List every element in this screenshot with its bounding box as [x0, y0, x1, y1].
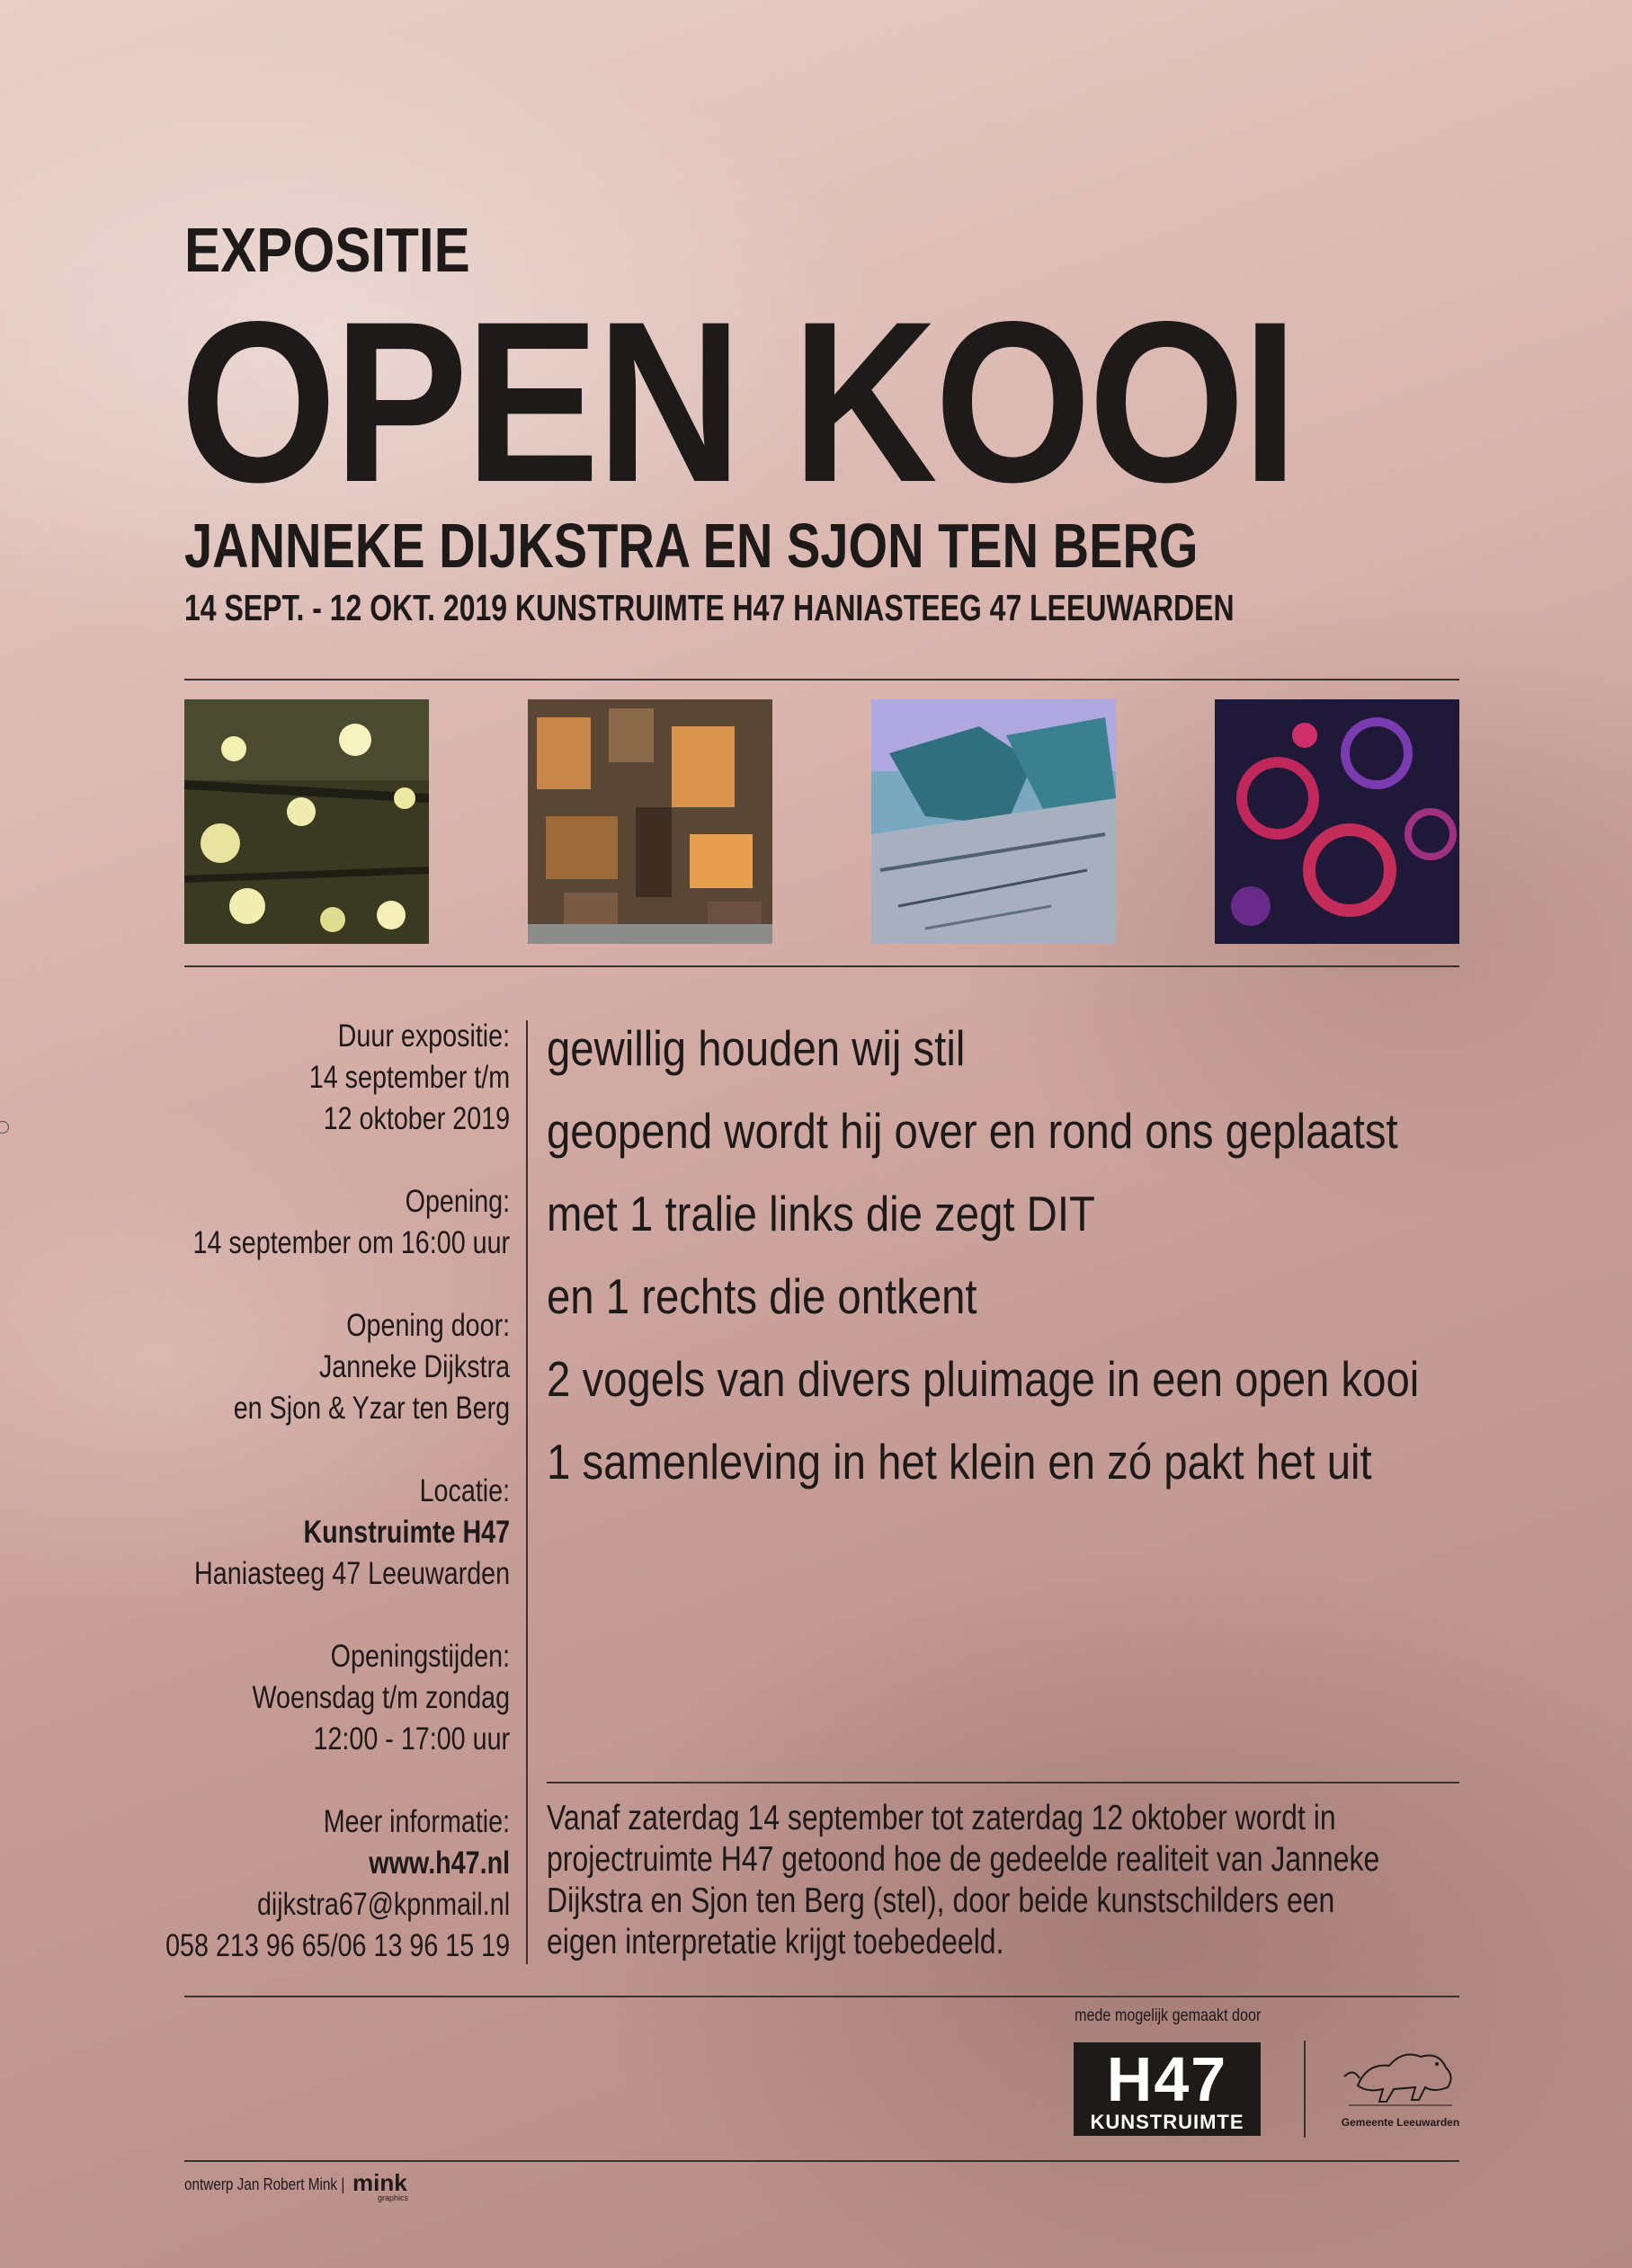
column-divider [526, 1020, 528, 1964]
opened-by-line1: Janneke Dijkstra [318, 1349, 510, 1384]
poem-line: en 1 rechts die ontkent [547, 1268, 977, 1324]
email-link[interactable]: dijkstra67@kpnmail.nl [256, 1887, 510, 1922]
artwork-image-blue [871, 699, 1116, 944]
poem-line: 2 vogels van divers pluimage in een open kooi [547, 1351, 1420, 1407]
duration-end: 12 oktober 2019 [323, 1101, 510, 1136]
location-label: Locatie: [419, 1473, 510, 1508]
website-link[interactable]: www.h47.nl [369, 1846, 510, 1881]
hours-label: Openingstijden: [330, 1639, 510, 1674]
description-line: Vanaf zaterdag 14 september tot zaterdag 12 oktober wordt in [547, 1799, 1336, 1837]
location-address: Haniasteeg 47 Leeuwarden [193, 1556, 510, 1591]
sponsor-caption: mede mogelijk gemaakt door [1075, 2006, 1262, 2025]
divider-sponsors [184, 1996, 1459, 1997]
poem-line: met 1 tralie links die zegt DIT [547, 1186, 1095, 1241]
mink-logo-sub: graphics [378, 2193, 409, 2202]
description-line: projectruimte H47 getoond hoe de gedeelde realiteit van Janneke [547, 1840, 1380, 1879]
pre-title: EXPOSITIE [184, 215, 470, 285]
artwork-image-purple [1215, 699, 1459, 944]
description-line: Dijkstra en Sjon ten Berg (stel), door beide kunstschilders een [547, 1881, 1335, 1920]
info-column [90, 1016, 510, 1967]
artists-subtitle: JANNEKE DIJKSTRA EN SJON TEN BERG [184, 511, 1199, 581]
registration-mark [0, 1121, 9, 1134]
poem-line: geopend wordt hij over en rond ons geplaatst [547, 1103, 1398, 1159]
h47-logo: H47 KUNSTRUIMTE [1074, 2042, 1261, 2136]
artwork-image-texture [528, 699, 772, 944]
poem-line: gewillig houden wij stil [547, 1020, 966, 1076]
opened-by-label: Opening door: [346, 1308, 510, 1343]
gemeente-leeuwarden-logo: Gemeente Leeuwarden [1340, 2041, 1461, 2139]
description [547, 1798, 1527, 1963]
divider-description [547, 1782, 1459, 1783]
hours-days: Woensdag t/m zondag [252, 1680, 510, 1715]
duration-start: 14 september t/m [308, 1060, 510, 1095]
description-line: eigen interpretatie krijgt toebedeeld. [547, 1923, 1004, 1961]
dateline: 14 SEPT. - 12 OKT. 2019 KUNSTRUIMTE H47 HANIASTEEG 47 LEEUWARDEN [184, 587, 1235, 628]
phone-number: 058 213 96 65/06 13 96 15 19 [165, 1928, 510, 1963]
divider-top [184, 679, 1459, 680]
more-info-label: Meer informatie: [323, 1804, 510, 1839]
opened-by-line2: en Sjon & Yzar ten Berg [233, 1391, 510, 1426]
logo-divider [1304, 2041, 1306, 2138]
artwork-image-lights [184, 699, 429, 944]
divider-images [184, 965, 1459, 967]
divider-footer [184, 2160, 1459, 2162]
poem-line: 1 samenleving in het klein en zó pakt het uit [547, 1434, 1372, 1490]
duration-label: Duur expositie: [337, 1018, 510, 1054]
poem [547, 1007, 1561, 1503]
hours-time: 12:00 - 17:00 uur [313, 1721, 510, 1757]
design-credit: ontwerp Jan Robert Mink | [184, 2175, 345, 2193]
location-name: Kunstruimte H47 [303, 1515, 510, 1550]
mink-logo: mink [352, 2169, 407, 2196]
lion-icon [1340, 2041, 1461, 2112]
opening-value: 14 september om 16:00 uur [192, 1225, 510, 1260]
opening-label: Opening: [405, 1184, 510, 1219]
page-title: OPEN KOOI [180, 274, 1296, 530]
